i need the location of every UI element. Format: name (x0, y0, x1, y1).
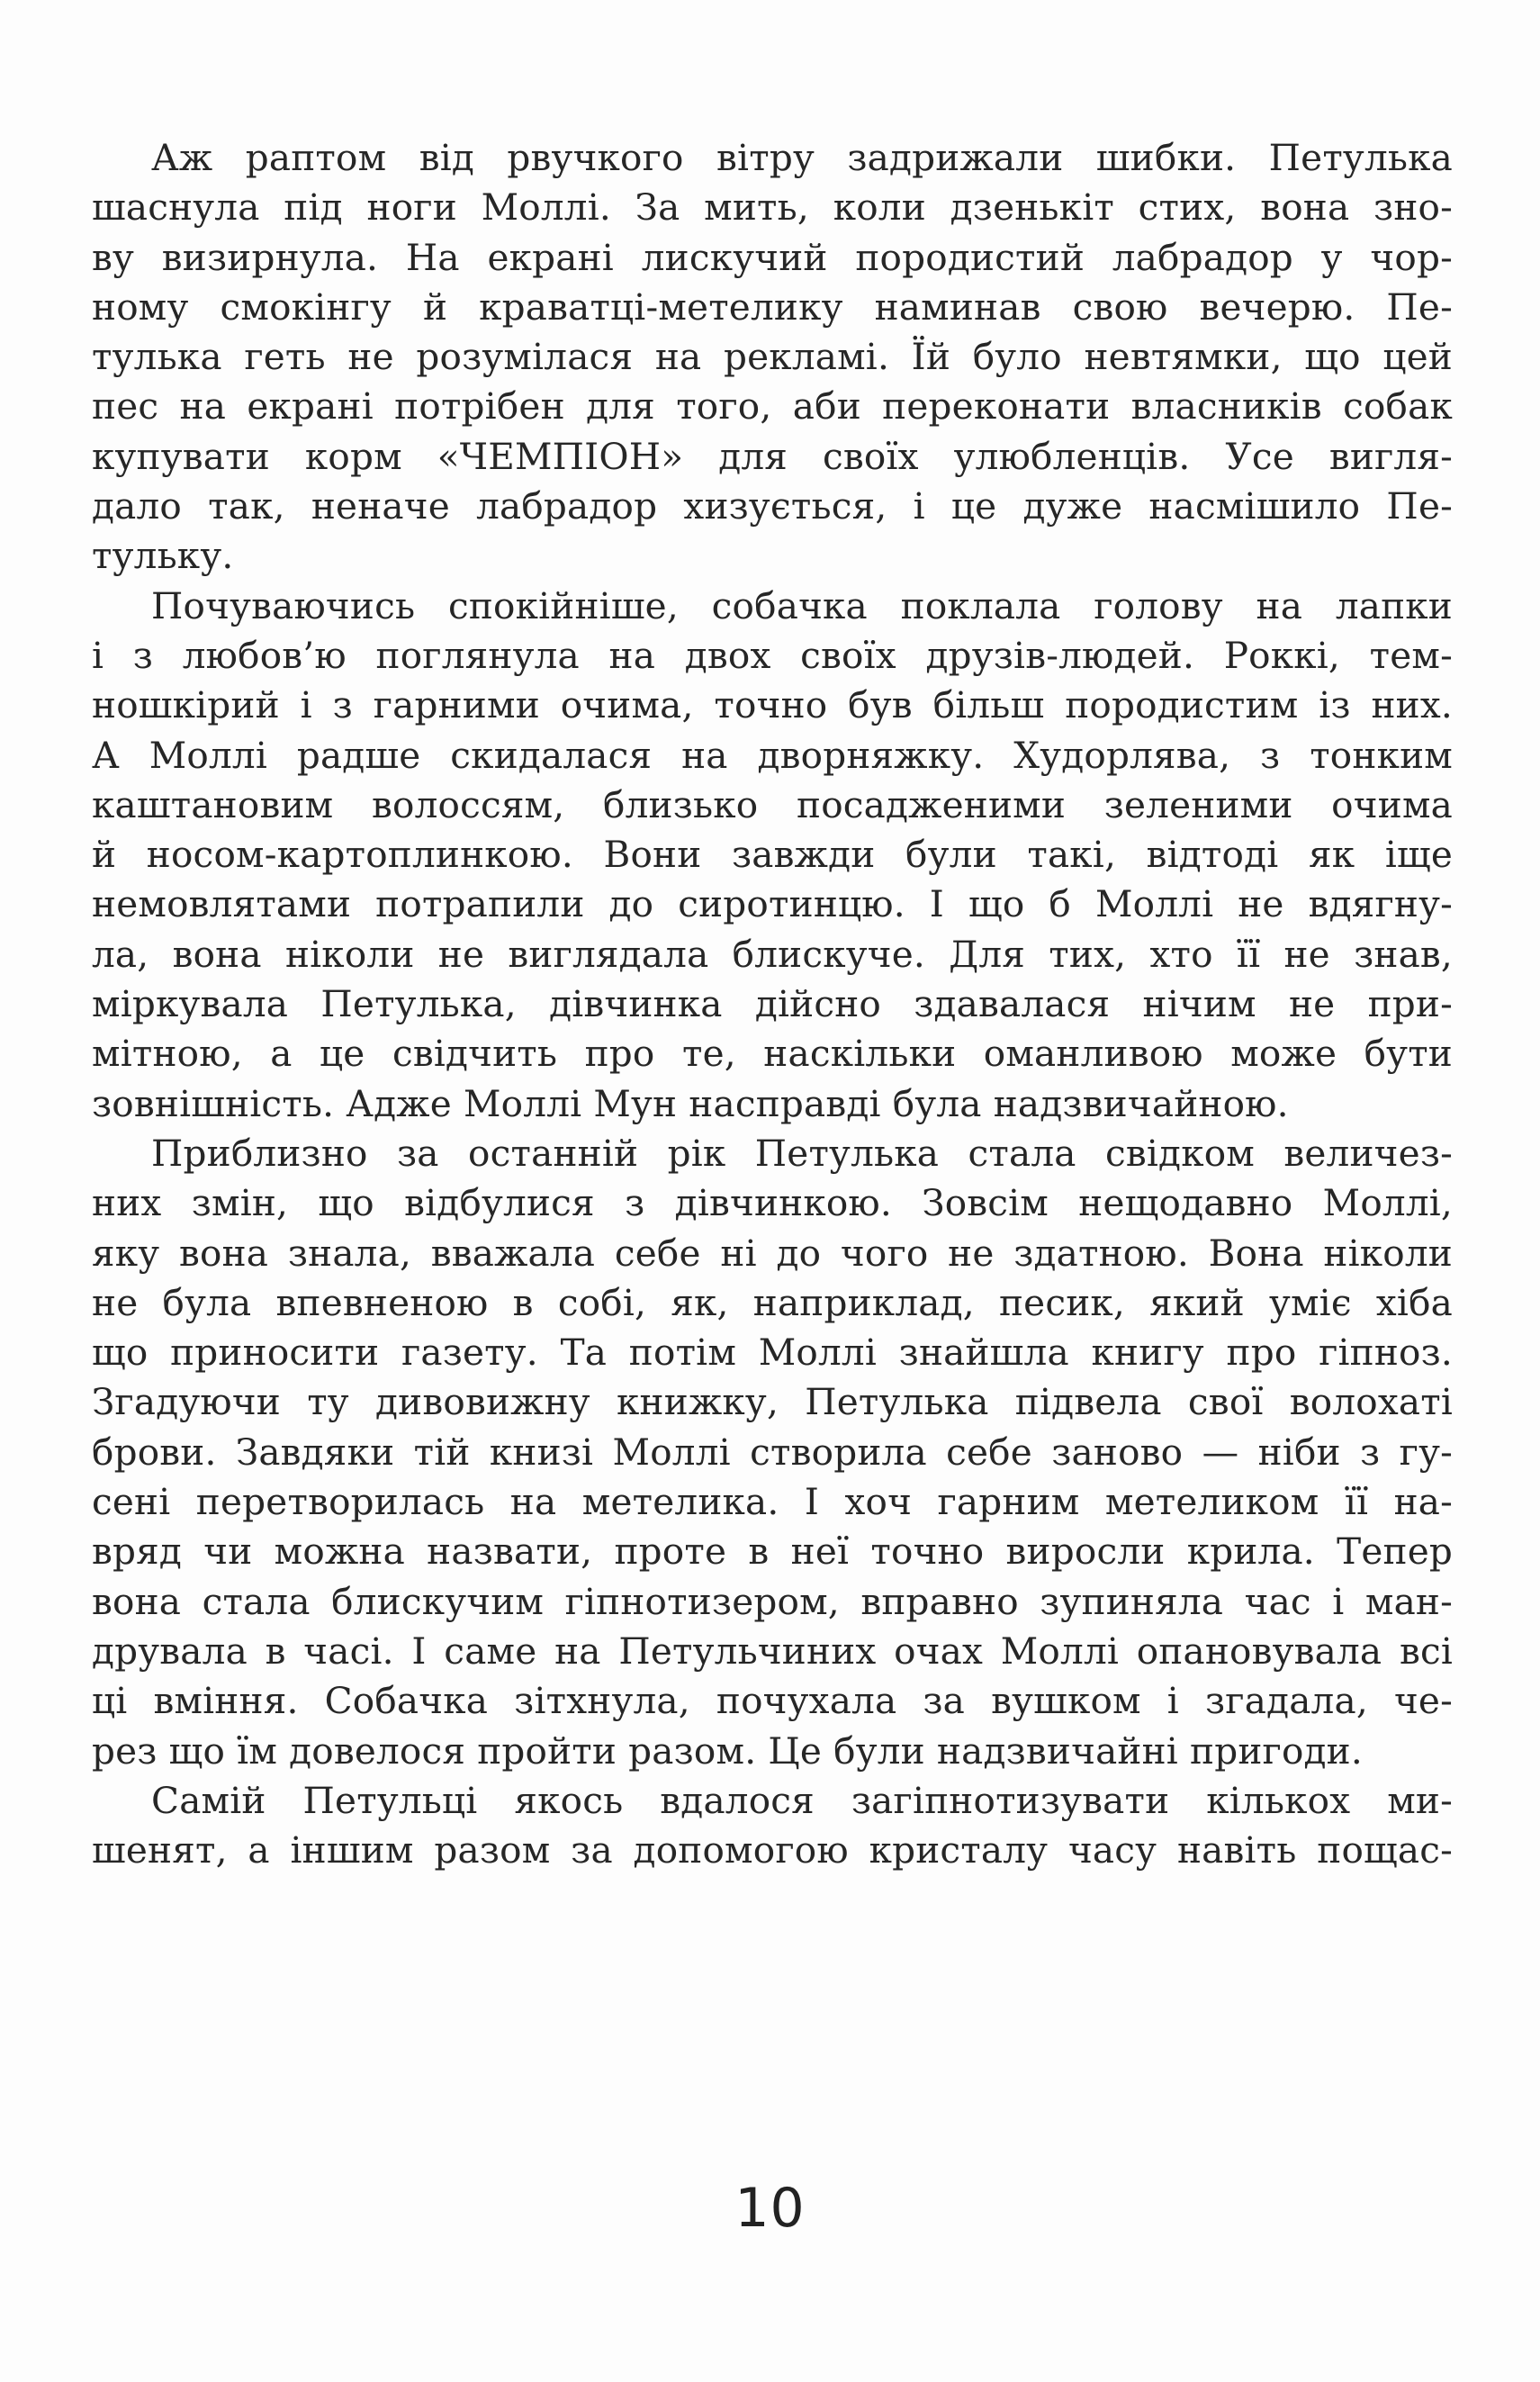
text-line: шаснула під ноги Моллі. За мить, коли дзенькіт стих, вона зно- (92, 185, 1453, 230)
text-line: вона стала блискучим гіпнотизером, вправно зупиняла час і ман- (92, 1579, 1453, 1623)
text-line: них змін, що відбулися з дівчинкою. Зовсім нещодавно Моллі, (92, 1181, 1453, 1225)
text-line: А Моллі радше скидалася на дворняжку. Худорлява, з тонким (92, 733, 1453, 777)
text-line: ношкірий і з гарними очима, точно був більш породистим із них. (92, 683, 1453, 727)
paragraph-3 (92, 1129, 1453, 1776)
text-line: ному смокінгу й краватці-метелику наминав свою вечерю. Пе- (92, 284, 1453, 329)
text-line: мітною, а це свідчить про те, наскільки оманливою може бути (92, 1032, 1453, 1076)
text-line: Приблизно за останній рік Петулька стала свідком величез- (151, 1131, 1453, 1175)
text-line: ці вміння. Собачка зітхнула, почухала за вушком і згадала, че- (92, 1679, 1453, 1723)
text-line: ла, вона ніколи не виглядала блискуче. Для тих, хто її не знав, (92, 932, 1453, 976)
paragraph-2 (92, 582, 1453, 1129)
text-line: й носом-картоплинкою. Вони завжди були такі, відтоді як іще (92, 833, 1453, 877)
text-line: друвала в часі. І саме на Петульчиних очах Моллі опановувала всі (92, 1629, 1453, 1673)
text-line: рез що їм довелося пройти разом. Це були надзвичайні пригоди. (92, 1728, 1363, 1773)
page-number: 10 (734, 2177, 806, 2240)
text-line: сені перетворилась на метелика. І хоч гарним метеликом її на- (92, 1480, 1453, 1524)
text-line: і з любов’ю поглянула на двох своїх друзів-людей. Роккі, тем- (92, 633, 1453, 677)
text-line: тульку. (92, 534, 234, 578)
text-line: немовлятами потрапили до сиротинцю. І що б Моллі не вдягну- (92, 882, 1453, 926)
paragraph-1 (92, 133, 1453, 582)
text-line: дало так, неначе лабрадор хизується, і це дуже насмішило Пе- (92, 484, 1453, 528)
text-line: вряд чи можна назвати, проте в неї точно виросли крила. Тепер (92, 1529, 1453, 1574)
text-line: не була впевненою в собі, як, наприклад, песик, який уміє хіба (92, 1280, 1453, 1324)
text-line: Почуваючись спокійніше, собачка поклала голову на лапки (151, 583, 1453, 627)
text-line: тулька геть не розумілася на рекламі. Їй було невтямки, що цей (92, 335, 1453, 379)
text-line: яку вона знала, вважала себе ні до чого не здатною. Вона ніколи (92, 1231, 1453, 1275)
text-line: Аж раптом від рвучкого вітру задрижали шибки. Петулька (151, 136, 1453, 179)
paragraph-4 (92, 1776, 1453, 1876)
text-line: Згадуючи ту дивовижну книжку, Петулька підвела свої волохаті (92, 1380, 1453, 1424)
text-line: шенят, а іншим разом за допомогою кристалу часу навіть пощас- (92, 1828, 1453, 1872)
text-line: що приносити газету. Та потім Моллі знайшла книгу про гіпноз. (92, 1331, 1453, 1375)
text-line: брови. Завдяки тій книзі Моллі створила себе заново — ніби з гу- (92, 1430, 1453, 1474)
body-text (92, 133, 1453, 1875)
text-line: зовнішність. Адже Моллі Мун насправді була надзвичайною. (92, 1081, 1289, 1125)
text-line: Самій Петульці якось вдалося загіпнотизувати кількох ми- (151, 1778, 1453, 1822)
text-line: пес на екрані потрібен для того, аби переконати власників собак (92, 384, 1453, 429)
text-line: каштановим волоссям, близько посадженими зеленими очима (92, 782, 1453, 826)
text-line: міркувала Петулька, дівчинка дійсно здавалася нічим не при- (92, 982, 1453, 1026)
text-line: купувати корм «ЧЕМПІОН» для своїх улюбленців. Усе вигля- (92, 434, 1453, 478)
text-line: ву визирнула. На екрані лискучий породистий лабрадор у чор- (92, 235, 1453, 279)
